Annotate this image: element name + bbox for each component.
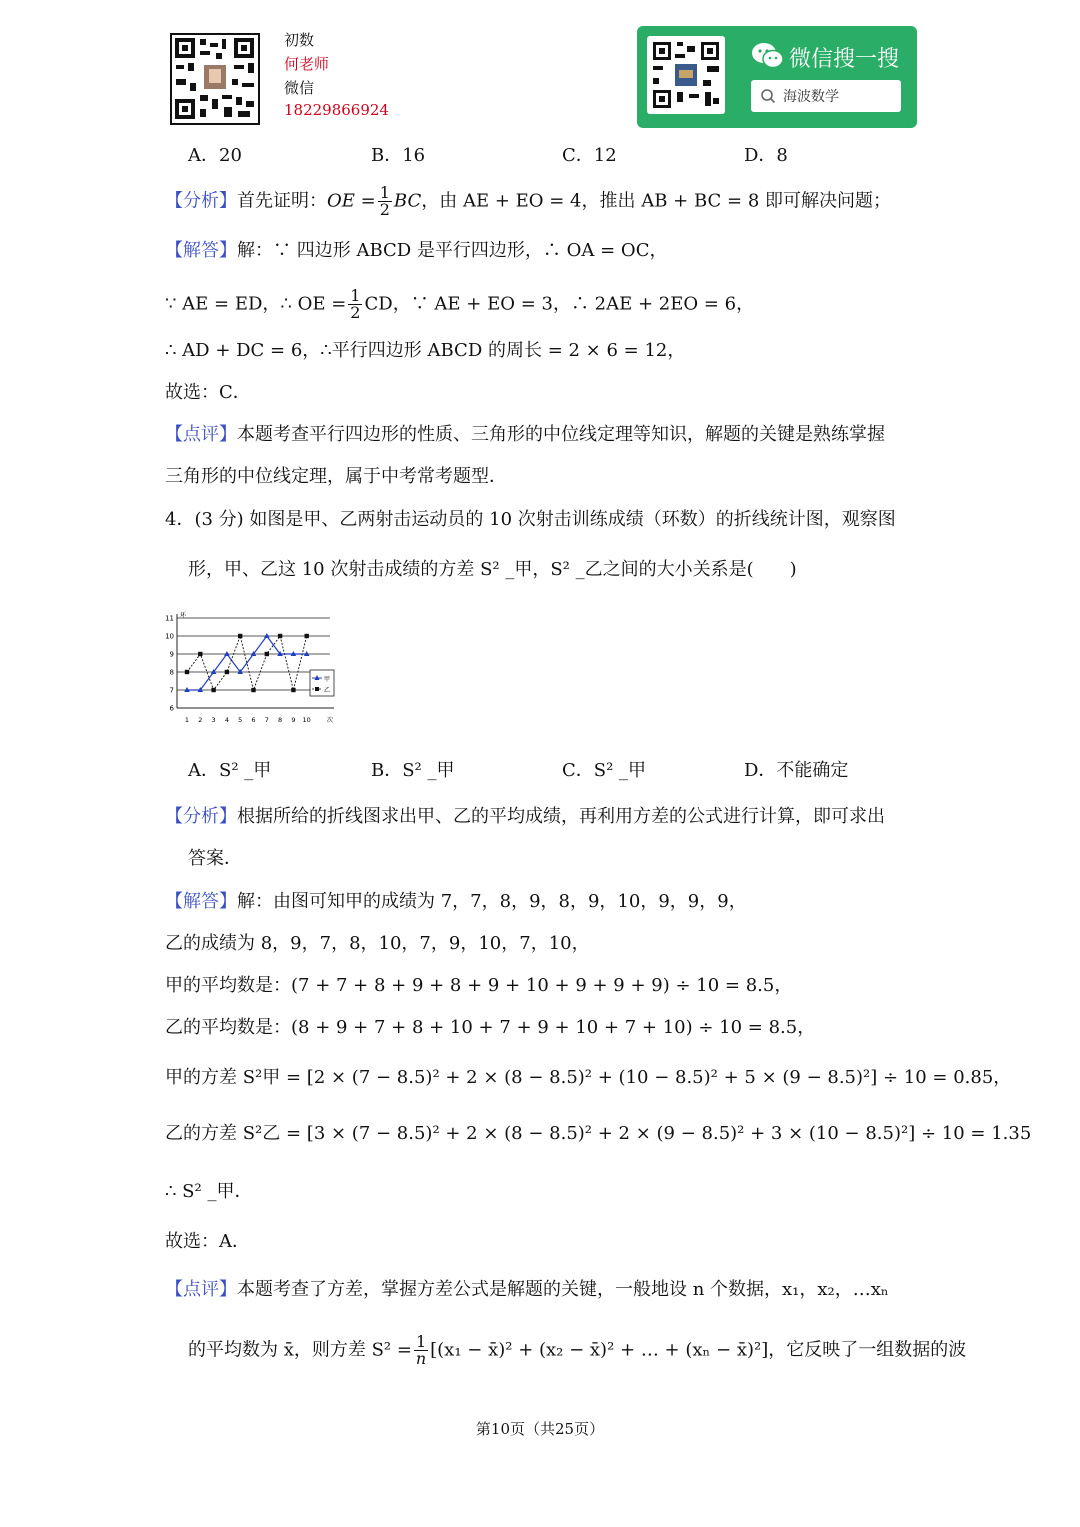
data-point-yi	[238, 634, 242, 638]
search-icon	[760, 88, 776, 104]
q3-comment-line-2: 三角形的中位线定理，属于中考常考题型．	[165, 466, 507, 487]
q4-option-c: C．S² _甲	[562, 760, 647, 781]
q4-answer-line-5: 甲的方差 S²甲 = [2 × (7 − 8.5)² + 2 × (8 − 8.5)² + (10 − 8.5)² + 5 × (9 − 8.5)²] ÷ 10 = 0.85，	[165, 1067, 1012, 1088]
q4-answer-line-6: 乙的方差 S²乙 = [3 × (7 − 8.5)² + 2 × (8 − 8.5)² + 2 × (9 − 8.5)² + 3 × (10 − 8.5)²] ÷ 10 = 1.35	[165, 1123, 1032, 1144]
data-point-yi	[265, 652, 269, 656]
q4-comment-line-2: 的平均数为 x̄，则方差 S² = $\frac{1}{n}$ [(x₁ − x̄)² + (x₂ − x̄)² + … + (xₙ − x̄)²]，它反映了一组数据的波	[188, 1332, 967, 1368]
data-point-yi	[225, 670, 229, 674]
q3-answer-line-1: 【解答】解：∵ 四边形 ABCD 是平行四边形，∴ OA = OC，	[165, 240, 668, 261]
wechat-search-banner	[637, 26, 917, 128]
wechat-qr-code	[647, 36, 725, 114]
x-tick-label: 2	[198, 716, 203, 724]
score-line-chart	[160, 610, 340, 730]
q3-answer-line-3: ∴ AD + DC = 6，∴平行四边形 ABCD 的周长 = 2 × 6 = 12，	[165, 340, 686, 361]
y-tick-label: 8	[169, 668, 174, 677]
analysis-label: 【分析】	[165, 190, 237, 212]
q4-option-d: D．不能确定	[744, 760, 849, 781]
legend-marker-yi	[315, 687, 319, 691]
header-teacher-name: 何老师	[284, 55, 330, 73]
author-qr-code	[170, 33, 260, 125]
q3-option-c: C．12	[562, 145, 617, 166]
q3-comment-line-1: 【点评】本题考查平行四边形的性质、三角形的中位线定理等知识，解题的关键是熟练掌握	[165, 424, 885, 445]
answer-label: 【解答】	[165, 240, 237, 261]
legend-box	[310, 670, 334, 696]
q3-option-d: D．8	[744, 145, 788, 166]
x-tick-label: 8	[278, 716, 283, 724]
data-point-jia	[264, 633, 270, 638]
q4-stem-line-1: 4．(3 分) 如图是甲、乙两射击运动员的 10 次射击训练成绩（环数）的折线统计图，观察图	[165, 509, 896, 530]
y-tick-label: 9	[169, 650, 174, 659]
q3-option-b: B．16	[371, 145, 426, 166]
data-point-yi	[185, 670, 189, 674]
x-tick-label: 9	[291, 716, 296, 724]
comment-label: 【点评】	[165, 424, 237, 445]
x-tick-label: 3	[211, 716, 216, 724]
header-phone: 18229866924	[284, 101, 389, 119]
q4-answer-choice: 故选：A．	[165, 1231, 250, 1252]
data-point-yi	[291, 688, 295, 692]
data-point-yi	[211, 688, 215, 692]
data-point-jia	[224, 651, 230, 656]
legend-label-jia: 甲	[324, 676, 331, 683]
series-line-jia	[187, 636, 307, 690]
wechat-search-title: 微信搜一搜	[789, 47, 900, 72]
x-tick-label: 10	[302, 716, 311, 724]
y-tick-label: 7	[169, 686, 174, 695]
data-point-yi	[251, 688, 255, 692]
q4-option-a: A．S² _甲	[188, 760, 272, 781]
q4-answer-line-2: 乙的成绩为 8，9，7，8，10，7，9，10，7，10，	[165, 933, 590, 954]
y-tick-label: 6	[169, 704, 174, 713]
wechat-search-box[interactable]	[751, 80, 901, 112]
q3-analysis: 【分析】首先证明：OE = $\frac{1}{2}$ BC，由 AE + EO = 4，推出 AB + BC = 8 即可解决问题；	[165, 183, 892, 219]
q4-stem-line-2: 形，甲、乙这 10 次射击成绩的方差 S² _甲，S² _乙之间的大小关系是( )	[188, 559, 797, 580]
q4-analysis-line-2: 答案．	[188, 848, 242, 869]
q4-answer-line-4: 乙的平均数是：(8 + 9 + 7 + 8 + 10 + 7 + 9 + 10 + 7 + 10) ÷ 10 = 8.5，	[165, 1017, 816, 1038]
q4-option-b: B．S² _甲	[371, 760, 455, 781]
y-axis-label: 环	[180, 612, 187, 619]
x-tick-label: 1	[184, 716, 190, 724]
header-label-wechat: 微信	[284, 79, 315, 97]
q3-answer-line-2: ∵ AE = ED，∴ OE = $\frac{1}{2}$ CD，∵ AE + EO = 3，∴ 2AE + 2EO = 6，	[165, 286, 755, 322]
wechat-search-query: 海波数学	[783, 89, 839, 105]
q4-answer-line-3: 甲的平均数是：(7 + 7 + 8 + 9 + 8 + 9 + 10 + 9 + 9 + 9) ÷ 10 = 8.5，	[165, 975, 793, 996]
q3-answer-choice: 故选：C．	[165, 382, 251, 403]
q4-comment-line-1: 【点评】本题考查了方差，掌握方差公式是解题的关键，一般地设 n 个数据，x₁，x₂，…xₙ	[165, 1279, 889, 1300]
q3-analysis-rest: ，由 AE + EO = 4，推出 AB + BC = 8 即可解决问题；	[421, 190, 892, 212]
header-label-chushu: 初数	[284, 31, 315, 49]
x-tick-label: 4	[224, 716, 229, 724]
page-number: 第10页（共25页）	[475, 1420, 605, 1438]
q4-answer-line-7: ∴ S² _甲．	[165, 1181, 253, 1202]
data-point-yi	[305, 634, 309, 638]
x-tick-label: 6	[251, 716, 256, 724]
data-point-yi	[278, 634, 282, 638]
q3-option-a: A．20	[188, 145, 242, 166]
y-tick-label: 11	[165, 614, 174, 623]
data-point-yi	[198, 652, 202, 656]
q4-answer-line-1: 【解答】解：由图可知甲的成绩为 7，7，8，9，8，9，10，9，9，9，	[165, 891, 747, 912]
y-tick-label: 10	[165, 632, 174, 641]
x-axis-label: 次	[327, 717, 334, 724]
wechat-logo-icon	[751, 42, 785, 70]
x-tick-label: 5	[238, 716, 243, 724]
q4-analysis-line-1: 【分析】根据所给的折线图求出甲、乙的平均成绩，再利用方差的公式进行计算，即可求出	[165, 806, 885, 827]
legend-label-yi: 乙	[324, 687, 331, 694]
x-tick-label: 7	[264, 716, 269, 724]
